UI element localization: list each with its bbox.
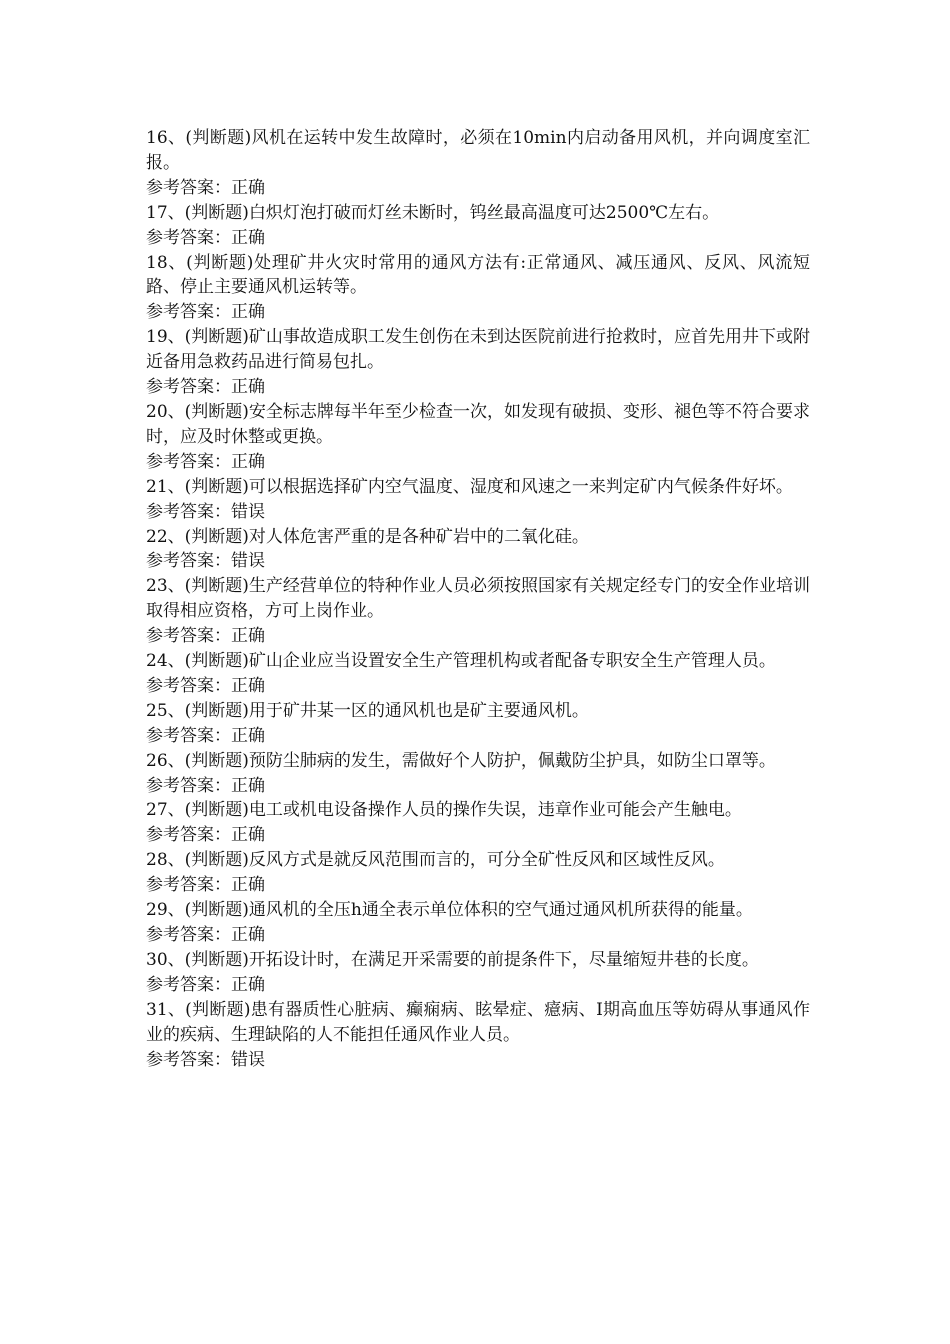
question-block (146, 798, 810, 848)
question-block (146, 848, 810, 898)
answer-text: 参考答案：正确 (146, 227, 265, 248)
answer-text: 参考答案：正确 (146, 925, 265, 945)
question-block (146, 400, 810, 475)
answer-text: 参考答案：正确 (146, 675, 265, 696)
question-text: 26、(判断题)预防尘肺病的发生，需做好个人防护，佩戴防尘护具，如防尘口罩等。 (146, 750, 776, 771)
answer-text: 参考答案：正确 (146, 626, 265, 647)
question-block (146, 475, 810, 525)
answer-text: 参考答案：错误 (146, 551, 265, 572)
question-block (146, 574, 810, 649)
question-block (146, 998, 810, 1073)
question-text: 30、(判断题)开拓设计时，在满足开采需要的前提条件下，尽量缩短井巷的长度。 (146, 949, 759, 970)
answer-text: 参考答案：错误 (146, 501, 265, 522)
answer-text: 参考答案：正确 (146, 725, 265, 746)
question-block (146, 251, 810, 326)
answer-text: 参考答案：正确 (146, 177, 265, 198)
answer-text: 参考答案：正确 (146, 451, 265, 472)
question-block (146, 649, 810, 699)
question-text: 27、(判断题)电工或机电设备操作人员的操作失误，违章作业可能会产生触电。 (146, 800, 742, 821)
question-text: 19、(判断题)矿山事故造成职工发生创伤在未到达医院前进行抢救时，应首先用井下或附近备用急救药品进行简易包扎。 (146, 327, 810, 373)
answer-text: 参考答案：正确 (146, 775, 265, 796)
answer-text: 参考答案：正确 (146, 875, 265, 896)
question-block (146, 948, 810, 998)
answer-text: 参考答案：正确 (146, 377, 265, 398)
question-text: 22、(判断题)对人体危害严重的是各种矿岩中的二氧化硅。 (146, 526, 589, 547)
question-text: 24、(判断题)矿山企业应当设置安全生产管理机构或者配备专职安全生产管理人员。 (146, 651, 776, 672)
question-block (146, 325, 810, 400)
answer-text: 参考答案：正确 (146, 302, 265, 323)
question-text: 21、(判断题)可以根据选择矿内空气温度、湿度和风速之一来判定矿内气候条件好坏。 (146, 476, 793, 497)
question-text: 20、(判断题)安全标志牌每半年至少检查一次，如发现有破损、变形、褪色等不符合要求时，应及时休整或更换。 (146, 401, 810, 447)
question-text: 17、(判断题)白炽灯泡打破而灯丝未断时，钨丝最高温度可达2500℃左右。 (146, 202, 720, 223)
question-block (146, 898, 810, 948)
answer-text: 参考答案：错误 (146, 1049, 265, 1070)
question-text: 28、(判断题)反风方式是就反风范围而言的，可分全矿性反风和区域性反风。 (146, 850, 725, 871)
question-text: 25、(判断题)用于矿井某一区的通风机也是矿主要通风机。 (146, 700, 589, 721)
question-block (146, 699, 810, 749)
question-text: 29、(判断题)通风机的全压h通全表示单位体积的空气通过通风机所获得的能量。 (146, 900, 753, 921)
question-block (146, 749, 810, 799)
question-block (146, 126, 810, 201)
answer-text: 参考答案：正确 (146, 974, 265, 995)
question-text: 31、(判断题)患有器质性心脏病、癫痫病、眩晕症、癔病、Ⅰ期高血压等妨碍从事通风作业的疾病、生理缺陷的人不能担任通风作业人员。 (146, 999, 810, 1045)
answer-text: 参考答案：正确 (146, 825, 265, 846)
question-block (146, 525, 810, 575)
question-text: 23、(判断题)生产经营单位的特种作业人员必须按照国家有关规定经专门的安全作业培训取得相应资格，方可上岗作业。 (146, 576, 810, 622)
question-block (146, 201, 810, 251)
document-page (146, 126, 810, 1072)
question-text: 18、(判断题)处理矿井火灾时常用的通风方法有:正常通风、减压通风、反风、风流短路、停止主要通风机运转等。 (146, 252, 810, 298)
question-text: 16、(判断题)风机在运转中发生故障时，必须在10min内启动备用风机，并向调度室汇报。 (146, 128, 810, 173)
